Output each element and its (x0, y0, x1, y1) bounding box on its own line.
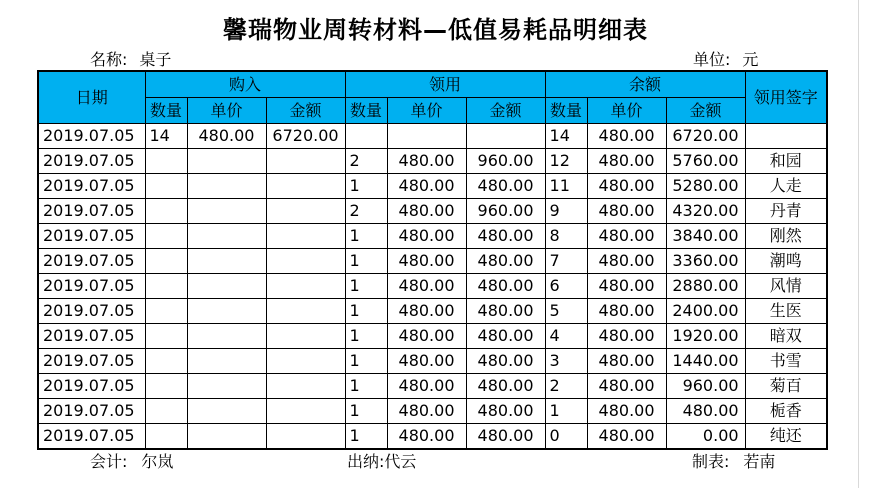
cell-in-qty (145, 174, 187, 199)
cell-bal-price: 480.00 (587, 349, 666, 374)
cell-out-price: 480.00 (387, 399, 466, 424)
cell-bal-amount: 0.00 (666, 424, 745, 450)
cell-bal-qty: 2 (545, 374, 587, 399)
cell-bal-amount: 1920.00 (666, 324, 745, 349)
cell-bal-qty: 11 (545, 174, 587, 199)
cell-in-amount (266, 174, 345, 199)
header-row-sub (38, 98, 827, 124)
cell-out-price (387, 124, 466, 149)
cell-out-amount (466, 124, 545, 149)
cell-date: 2019.07.05 (38, 299, 145, 324)
cell-in-amount (266, 349, 345, 374)
table-row (38, 424, 827, 450)
cell-out-price: 480.00 (387, 374, 466, 399)
cell-bal-qty: 4 (545, 324, 587, 349)
cell-out-qty: 1 (345, 224, 387, 249)
cell-out-qty: 1 (345, 249, 387, 274)
cell-date: 2019.07.05 (38, 149, 145, 174)
table-row (38, 299, 827, 324)
table-row (38, 374, 827, 399)
header-issue: 领用 (345, 71, 545, 98)
header-purchase: 购入 (145, 71, 345, 98)
cell-bal-qty: 14 (545, 124, 587, 149)
header-in-qty: 数量 (145, 98, 187, 124)
cell-in-qty (145, 424, 187, 450)
cell-out-qty: 1 (345, 374, 387, 399)
header-bal-qty: 数量 (545, 98, 587, 124)
cell-bal-amount: 960.00 (666, 374, 745, 399)
cell-out-qty: 1 (345, 424, 387, 450)
unit-value: 元 (742, 50, 759, 69)
cell-out-amount: 960.00 (466, 199, 545, 224)
cell-out-qty: 1 (345, 324, 387, 349)
cell-out-amount: 480.00 (466, 299, 545, 324)
cell-in-amount (266, 199, 345, 224)
header-in-amount: 金额 (266, 98, 345, 124)
cell-out-amount: 480.00 (466, 424, 545, 450)
cell-signature: 潮鸣 (745, 249, 827, 274)
cell-out-amount: 480.00 (466, 374, 545, 399)
cell-out-price: 480.00 (387, 324, 466, 349)
cell-bal-price: 480.00 (587, 224, 666, 249)
cell-bal-qty: 0 (545, 424, 587, 450)
cell-in-amount (266, 274, 345, 299)
cell-date: 2019.07.05 (38, 249, 145, 274)
cell-date: 2019.07.05 (38, 349, 145, 374)
table-row (38, 324, 827, 349)
accountant-label: 会计: (90, 452, 128, 471)
cell-signature: 菊百 (745, 374, 827, 399)
cell-in-price (187, 149, 266, 174)
cell-bal-amount: 5280.00 (666, 174, 745, 199)
cell-bal-amount: 5760.00 (666, 149, 745, 174)
cell-bal-qty: 12 (545, 149, 587, 174)
cell-in-qty (145, 199, 187, 224)
cell-bal-qty: 6 (545, 274, 587, 299)
cell-in-price (187, 349, 266, 374)
cell-bal-price: 480.00 (587, 399, 666, 424)
preparer-field (692, 452, 775, 472)
cell-signature (745, 124, 827, 149)
cell-bal-amount: 2880.00 (666, 274, 745, 299)
cell-in-amount (266, 399, 345, 424)
cell-bal-qty: 5 (545, 299, 587, 324)
unit-field (693, 50, 758, 70)
header-out-price: 单价 (387, 98, 466, 124)
cell-date: 2019.07.05 (38, 274, 145, 299)
header-balance: 余额 (545, 71, 745, 98)
header-bal-price: 单价 (587, 98, 666, 124)
cell-date: 2019.07.05 (38, 124, 145, 149)
cell-in-qty: 14 (145, 124, 187, 149)
preparer-label: 制表: (692, 452, 730, 471)
table-row (38, 249, 827, 274)
cell-out-qty: 2 (345, 199, 387, 224)
cell-out-qty: 1 (345, 349, 387, 374)
cell-out-qty (345, 124, 387, 149)
cell-in-price (187, 249, 266, 274)
cell-bal-amount: 2400.00 (666, 299, 745, 324)
cell-signature: 纯还 (745, 424, 827, 450)
cell-in-qty (145, 349, 187, 374)
cell-bal-price: 480.00 (587, 249, 666, 274)
cell-bal-qty: 1 (545, 399, 587, 424)
cell-signature: 暗双 (745, 324, 827, 349)
cell-in-qty (145, 149, 187, 174)
cell-bal-amount: 3360.00 (666, 249, 745, 274)
cell-signature: 风情 (745, 274, 827, 299)
cell-signature: 人走 (745, 174, 827, 199)
cell-in-amount (266, 299, 345, 324)
cell-in-amount (266, 324, 345, 349)
cell-out-qty: 1 (345, 399, 387, 424)
unit-label: 单位: (693, 50, 731, 69)
cell-bal-amount: 480.00 (666, 399, 745, 424)
cell-bal-price: 480.00 (587, 124, 666, 149)
cell-out-price: 480.00 (387, 199, 466, 224)
cashier-field (347, 452, 416, 472)
cell-bal-amount: 4320.00 (666, 199, 745, 224)
cell-out-price: 480.00 (387, 299, 466, 324)
cell-out-price: 480.00 (387, 174, 466, 199)
cell-out-price: 480.00 (387, 249, 466, 274)
cell-in-amount (266, 249, 345, 274)
header-in-price: 单价 (187, 98, 266, 124)
cell-date: 2019.07.05 (38, 224, 145, 249)
cell-bal-price: 480.00 (587, 199, 666, 224)
accountant-value: 尔岚 (141, 452, 174, 471)
cell-in-price (187, 199, 266, 224)
cell-signature: 丹青 (745, 199, 827, 224)
header-out-qty: 数量 (345, 98, 387, 124)
cell-in-price: 480.00 (187, 124, 266, 149)
ledger-table (37, 70, 828, 450)
cell-in-qty (145, 224, 187, 249)
cell-in-amount (266, 149, 345, 174)
cell-in-qty (145, 324, 187, 349)
cell-signature: 栀香 (745, 399, 827, 424)
cell-date: 2019.07.05 (38, 399, 145, 424)
cell-in-amount: 6720.00 (266, 124, 345, 149)
cell-bal-price: 480.00 (587, 274, 666, 299)
cell-out-price: 480.00 (387, 149, 466, 174)
table-row (38, 174, 827, 199)
preparer-value: 若南 (743, 452, 776, 471)
cell-out-price: 480.00 (387, 424, 466, 450)
table-row (38, 149, 827, 174)
cell-date: 2019.07.05 (38, 174, 145, 199)
header-date: 日期 (38, 71, 145, 124)
item-name-label: 名称: (90, 50, 128, 69)
cell-out-amount: 480.00 (466, 349, 545, 374)
cell-in-amount (266, 424, 345, 450)
cell-out-amount: 480.00 (466, 174, 545, 199)
cell-bal-price: 480.00 (587, 424, 666, 450)
cell-in-price (187, 299, 266, 324)
cell-out-qty: 2 (345, 149, 387, 174)
cell-bal-amount: 3840.00 (666, 224, 745, 249)
cell-out-amount: 960.00 (466, 149, 545, 174)
cell-out-amount: 480.00 (466, 224, 545, 249)
cell-out-amount: 480.00 (466, 399, 545, 424)
cell-date: 2019.07.05 (38, 324, 145, 349)
cell-in-price (187, 174, 266, 199)
cell-out-qty: 1 (345, 274, 387, 299)
cell-out-qty: 1 (345, 174, 387, 199)
cell-out-amount: 480.00 (466, 324, 545, 349)
cell-in-price (187, 424, 266, 450)
table-row (38, 199, 827, 224)
table-row (38, 224, 827, 249)
cell-in-qty (145, 249, 187, 274)
cell-bal-qty: 3 (545, 349, 587, 374)
cell-in-qty (145, 399, 187, 424)
item-name-field (90, 50, 171, 70)
cell-signature: 和园 (745, 149, 827, 174)
cell-out-amount: 480.00 (466, 249, 545, 274)
cell-bal-qty: 9 (545, 199, 587, 224)
cell-bal-price: 480.00 (587, 374, 666, 399)
cell-out-price: 480.00 (387, 274, 466, 299)
accountant-field (90, 452, 173, 472)
header-out-amount: 金额 (466, 98, 545, 124)
page-title: 馨瑞物业周转材料—低值易耗品明细表 (223, 16, 648, 44)
table-row (38, 349, 827, 374)
item-name-value: 桌子 (139, 50, 172, 69)
cell-signature: 刚然 (745, 224, 827, 249)
cell-in-price (187, 274, 266, 299)
cell-in-price (187, 324, 266, 349)
cashier-value: 代云 (384, 452, 417, 471)
header-bal-amount: 金额 (666, 98, 745, 124)
cell-date: 2019.07.05 (38, 374, 145, 399)
cell-bal-price: 480.00 (587, 149, 666, 174)
cell-signature: 书雪 (745, 349, 827, 374)
cell-in-qty (145, 274, 187, 299)
cell-signature: 生医 (745, 299, 827, 324)
cell-in-amount (266, 224, 345, 249)
cell-bal-qty: 8 (545, 224, 587, 249)
cell-in-qty (145, 374, 187, 399)
cashier-label: 出纳: (347, 452, 385, 471)
cell-bal-qty: 7 (545, 249, 587, 274)
cell-in-price (187, 224, 266, 249)
cell-bal-amount: 6720.00 (666, 124, 745, 149)
cell-out-price: 480.00 (387, 349, 466, 374)
sheet-edge-line (858, 0, 859, 488)
table-row (38, 124, 827, 149)
cell-bal-amount: 1440.00 (666, 349, 745, 374)
cell-in-amount (266, 374, 345, 399)
header-row-top (38, 71, 827, 98)
cell-in-price (187, 374, 266, 399)
cell-out-qty: 1 (345, 299, 387, 324)
cell-bal-price: 480.00 (587, 299, 666, 324)
cell-in-qty (145, 299, 187, 324)
table-row (38, 274, 827, 299)
cell-out-amount: 480.00 (466, 274, 545, 299)
table-row (38, 399, 827, 424)
cell-out-price: 480.00 (387, 224, 466, 249)
cell-bal-price: 480.00 (587, 174, 666, 199)
header-signature: 领用签字 (745, 71, 827, 124)
cell-in-price (187, 399, 266, 424)
cell-bal-price: 480.00 (587, 324, 666, 349)
cell-date: 2019.07.05 (38, 199, 145, 224)
cell-date: 2019.07.05 (38, 424, 145, 450)
